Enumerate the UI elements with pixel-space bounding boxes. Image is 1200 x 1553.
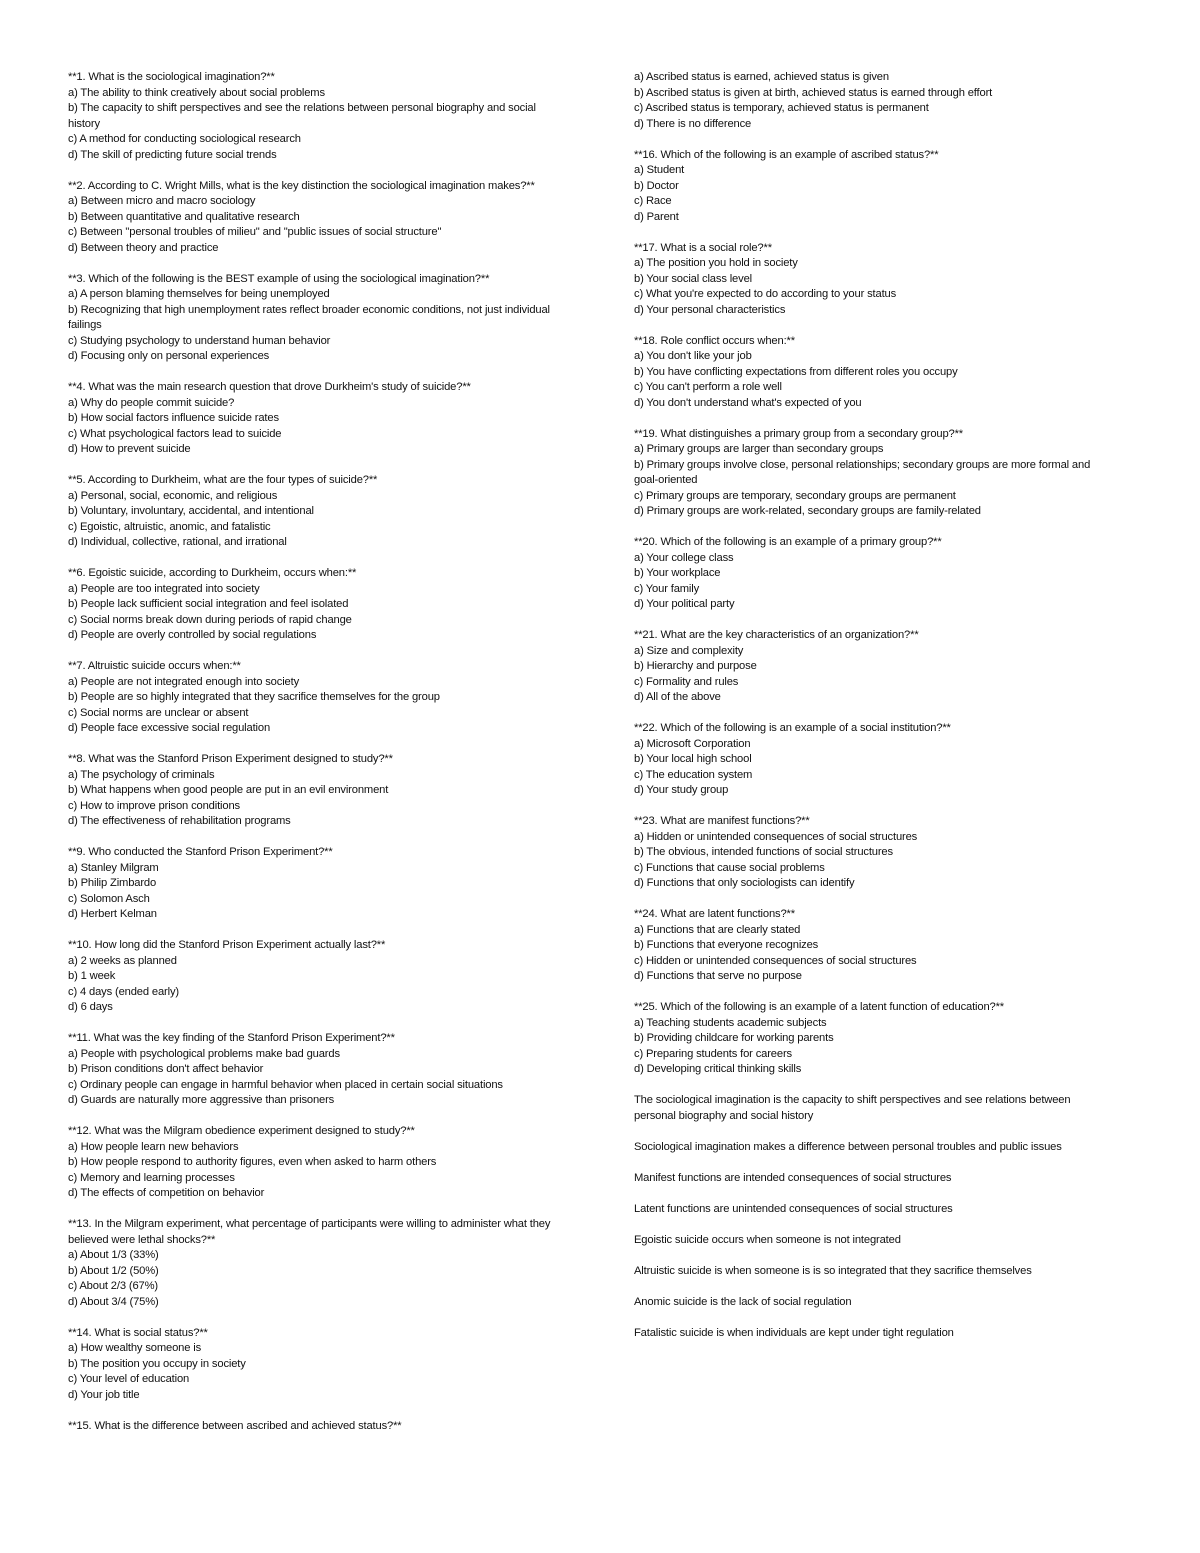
answer-option: b) Functions that everyone recognizes — [634, 939, 819, 951]
answer-option: c) What you're expected to do according to your status — [634, 288, 897, 300]
answer-option: b) Between quantitative and qualitative research — [68, 210, 300, 223]
question-text: **10. How long did the Stanford Prison Experiment actually last?** — [68, 939, 386, 951]
question-text: **17. What is a social role?** — [634, 241, 772, 254]
question-block — [68, 1217, 564, 1310]
question-block — [68, 845, 564, 923]
question-block — [68, 659, 564, 737]
answer-option: a) Primary groups are larger than secondary groups — [634, 443, 884, 455]
answer-option: c) A method for conducting sociological research — [68, 133, 301, 145]
question-text: **21. What are the key characteristics of an organization?** — [634, 629, 919, 641]
question-block — [68, 473, 564, 551]
answer-option: c) About 2/3 (67%) — [68, 1280, 158, 1292]
answer-option: b) Voluntary, involuntary, accidental, and intentional — [68, 505, 314, 517]
answer-option: d) 6 days — [68, 1001, 113, 1013]
answer-option: b) The position you occupy in society — [68, 1357, 246, 1370]
question-text: **22. Which of the following is an example of a social institution?** — [634, 722, 951, 734]
answer-option: a) About 1/3 (33%) — [68, 1249, 159, 1261]
left-column — [68, 70, 564, 1450]
answer-option: a) Stanley Milgram — [68, 861, 159, 874]
answer-option: b) Recognizing that high unemployment rates reflect broader economic conditions, not just individual failings — [68, 303, 550, 331]
answer-option: b) Your local high school — [634, 753, 752, 765]
question-block — [68, 272, 564, 365]
question-block — [634, 148, 1114, 226]
answer-option: c) Your family — [634, 582, 700, 595]
question-text: **5. According to Durkheim, what are the four types of suicide?** — [68, 474, 378, 486]
answer-option: b) What happens when good people are put in an evil environment — [68, 784, 389, 796]
answer-option: a) The psychology of criminals — [68, 768, 215, 781]
answer-option: c) Social norms are unclear or absent — [68, 706, 249, 719]
question-block — [68, 938, 564, 1016]
answer-option: c) Solomon Asch — [68, 892, 150, 905]
answer-option: a) A person blaming themselves for being unemployed — [68, 288, 330, 300]
question-text: **14. What is social status?** — [68, 1326, 208, 1339]
question-text: **15. What is the difference between ascribed and achieved status?** — [68, 1419, 402, 1432]
question-text: **16. Which of the following is an example of ascribed status?** — [634, 148, 939, 161]
answer-option: b) 1 week — [68, 970, 116, 982]
answer-option: a) Student — [634, 164, 685, 176]
answer-option: a) People are not integrated enough into society — [68, 675, 300, 688]
question-text: **11. What was the key finding of the Stanford Prison Experiment?** — [68, 1032, 395, 1044]
question-block — [634, 1000, 1114, 1078]
answer-option: a) Functions that are clearly stated — [634, 923, 801, 936]
answer-option: c) What psychological factors lead to suicide — [68, 427, 282, 440]
answer-option: d) Guards are naturally more aggressive than prisoners — [68, 1094, 335, 1106]
answer-option: a) The position you hold in society — [634, 257, 798, 269]
question-block — [634, 535, 1114, 613]
answer-option: d) People face excessive social regulation — [68, 722, 271, 734]
answer-option: d) The effectiveness of rehabilitation programs — [68, 815, 291, 827]
answer-option: b) Ascribed status is given at birth, achieved status is earned through effort — [634, 86, 993, 99]
answer-option: b) Prison conditions don't affect behavior — [68, 1063, 264, 1075]
question-text: **20. Which of the following is an example of a primary group?** — [634, 536, 942, 548]
answer-option: a) 2 weeks as planned — [68, 954, 177, 967]
question-block — [634, 427, 1114, 520]
answer-option: a) How people learn new behaviors — [68, 1140, 239, 1153]
question-text: **25. Which of the following is an example of a latent function of education?** — [634, 1001, 1005, 1013]
right-column — [634, 70, 1114, 1357]
answer-option: b) The capacity to shift perspectives and see the relations between personal biography and social history — [68, 102, 536, 130]
question-block — [634, 241, 1114, 319]
question-text: **13. In the Milgram experiment, what percentage of participants were willing to administer what they believed were lethal shocks?** — [68, 1218, 551, 1246]
answer-option: b) Your social class level — [634, 272, 752, 285]
answer-option: c) Hidden or unintended consequences of social structures — [634, 954, 917, 967]
answer-option: d) Functions that only sociologists can identify — [634, 877, 855, 889]
answer-option: a) Personal, social, economic, and religious — [68, 489, 278, 502]
answer-option: d) Your political party — [634, 598, 735, 610]
answer-option: d) You don't understand what's expected of you — [634, 396, 862, 409]
answer-option: b) How social factors influence suicide rates — [68, 412, 279, 424]
summary-note: Fatalistic suicide is when individuals are kept under tight regulation — [634, 1326, 954, 1339]
answer-option: c) Ascribed status is temporary, achieved status is permanent — [634, 102, 929, 114]
answer-option: d) About 3/4 (75%) — [68, 1295, 159, 1308]
answer-option: d) There is no difference — [634, 117, 752, 130]
answer-option: d) The effects of competition on behavior — [68, 1187, 265, 1199]
answer-option: c) Social norms break down during periods of rapid change — [68, 613, 352, 626]
summary-note: Manifest functions are intended consequences of social structures — [634, 1171, 952, 1184]
answer-option: b) Providing childcare for working parents — [634, 1032, 834, 1044]
answer-option: c) Your level of education — [68, 1373, 190, 1385]
answer-option: c) Race — [634, 195, 672, 207]
answer-option: c) 4 days (ended early) — [68, 985, 179, 998]
answer-option: b) Hierarchy and purpose — [634, 660, 757, 672]
answer-option: d) The skill of predicting future social trends — [68, 148, 277, 161]
question-block — [634, 628, 1114, 706]
answer-option: d) Between theory and practice — [68, 241, 219, 254]
answer-option: b) The obvious, intended functions of social structures — [634, 846, 893, 858]
answer-option: a) People are too integrated into society — [68, 582, 260, 595]
answer-option: c) Ordinary people can engage in harmful behavior when placed in certain social situations — [68, 1078, 503, 1091]
summary-note: Altruistic suicide is when someone is is so integrated that they sacrifice themselves — [634, 1264, 1032, 1277]
answer-option: a) Ascribed status is earned, achieved status is given — [634, 71, 889, 83]
question-text: **24. What are latent functions?** — [634, 908, 795, 920]
summary-note: Sociological imagination makes a difference between personal troubles and public issues — [634, 1140, 1062, 1153]
summary-note: Anomic suicide is the lack of social regulation — [634, 1295, 852, 1308]
question-block — [68, 179, 564, 257]
answer-option: c) The education system — [634, 768, 753, 781]
question-block — [68, 1031, 564, 1109]
question-text: **4. What was the main research question that drove Durkheim's study of suicide?** — [68, 381, 471, 393]
question-block — [634, 907, 1114, 985]
answer-option: c) You can't perform a role well — [634, 381, 782, 393]
answer-option: d) How to prevent suicide — [68, 443, 191, 455]
answer-option: a) How wealthy someone is — [68, 1342, 202, 1354]
answer-option: a) Size and complexity — [634, 644, 744, 657]
question-block — [634, 334, 1114, 412]
question-text: **8. What was the Stanford Prison Experiment designed to study?** — [68, 753, 393, 765]
summary-note: Latent functions are unintended consequences of social structures — [634, 1202, 953, 1215]
question-block — [68, 1419, 564, 1435]
question-text: **3. Which of the following is the BEST example of using the sociological imagination?** — [68, 272, 490, 285]
question-block — [68, 1124, 564, 1202]
answer-option: d) Your job title — [68, 1388, 140, 1401]
answer-option: b) You have conflicting expectations from different roles you occupy — [634, 365, 958, 378]
question-text: **6. Egoistic suicide, according to Durkheim, occurs when:** — [68, 567, 357, 579]
answer-option: b) Doctor — [634, 179, 679, 192]
summary-note: The sociological imagination is the capacity to shift perspectives and see relations between personal biography and social history — [634, 1094, 1071, 1122]
answer-option: c) Preparing students for careers — [634, 1047, 792, 1060]
question-text: **1. What is the sociological imagination?** — [68, 71, 275, 83]
answer-option: d) People are overly controlled by social regulations — [68, 629, 317, 641]
question-block — [68, 70, 564, 163]
question-text: **23. What are manifest functions?** — [634, 815, 810, 827]
question-block — [68, 752, 564, 830]
summary-note: Egoistic suicide occurs when someone is not integrated — [634, 1233, 901, 1246]
question-block — [68, 566, 564, 644]
answer-option: a) Why do people commit suicide? — [68, 396, 235, 409]
question-block — [634, 721, 1114, 799]
question-text: **12. What was the Milgram obedience experiment designed to study?** — [68, 1125, 415, 1137]
answer-option: c) Egoistic, altruistic, anomic, and fatalistic — [68, 520, 271, 533]
question-block — [68, 1326, 564, 1404]
question-text: **7. Altruistic suicide occurs when:** — [68, 660, 241, 672]
answer-option: b) People are so highly integrated that they sacrifice themselves for the group — [68, 691, 440, 703]
question-text: **19. What distinguishes a primary group from a secondary group?** — [634, 427, 964, 440]
answer-option: d) Focusing only on personal experiences — [68, 350, 270, 362]
question-block — [634, 814, 1114, 892]
answer-option: b) People lack sufficient social integration and feel isolated — [68, 598, 349, 610]
question-block — [634, 70, 1114, 132]
answer-option: a) Teaching students academic subjects — [634, 1016, 827, 1029]
answer-option: d) Parent — [634, 210, 679, 223]
answer-option: a) People with psychological problems make bad guards — [68, 1047, 340, 1060]
answer-option: d) All of the above — [634, 691, 721, 703]
answer-option: c) Between "personal troubles of milieu" and "public issues of social structure" — [68, 226, 442, 238]
question-text: **18. Role conflict occurs when:** — [634, 334, 795, 347]
answer-option: b) How people respond to authority figures, even when asked to harm others — [68, 1156, 437, 1168]
answer-option: d) Primary groups are work-related, secondary groups are family-related — [634, 505, 981, 517]
answer-option: a) Between micro and macro sociology — [68, 195, 256, 207]
answer-option: b) Philip Zimbardo — [68, 877, 157, 889]
answer-option: a) The ability to think creatively about social problems — [68, 86, 325, 99]
answer-option: d) Individual, collective, rational, and irrational — [68, 536, 287, 548]
answer-option: c) Primary groups are temporary, secondary groups are permanent — [634, 489, 956, 502]
answer-option: b) About 1/2 (50%) — [68, 1264, 159, 1277]
question-block — [68, 380, 564, 458]
answer-option: d) Your study group — [634, 784, 729, 796]
answer-option: d) Herbert Kelman — [68, 908, 157, 920]
answer-option: c) How to improve prison conditions — [68, 799, 240, 812]
answer-option: b) Primary groups involve close, personal relationships; secondary groups are more formal and goal-oriented — [634, 458, 1091, 486]
answer-option: d) Your personal characteristics — [634, 303, 786, 316]
answer-option: a) You don't like your job — [634, 350, 752, 362]
question-text: **9. Who conducted the Stanford Prison Experiment?** — [68, 846, 333, 858]
answer-option: a) Hidden or unintended consequences of social structures — [634, 830, 918, 843]
answer-option: c) Functions that cause social problems — [634, 861, 825, 874]
answer-option: c) Memory and learning processes — [68, 1171, 235, 1184]
answer-option: b) Your workplace — [634, 567, 721, 579]
answer-option: d) Developing critical thinking skills — [634, 1063, 802, 1075]
answer-option: c) Studying psychology to understand human behavior — [68, 334, 331, 347]
answer-option: a) Microsoft Corporation — [634, 737, 751, 750]
answer-option: d) Functions that serve no purpose — [634, 970, 802, 982]
answer-option: a) Your college class — [634, 551, 734, 564]
question-text: **2. According to C. Wright Mills, what is the key distinction the sociological imagination makes?** — [68, 179, 535, 192]
answer-option: c) Formality and rules — [634, 675, 739, 688]
